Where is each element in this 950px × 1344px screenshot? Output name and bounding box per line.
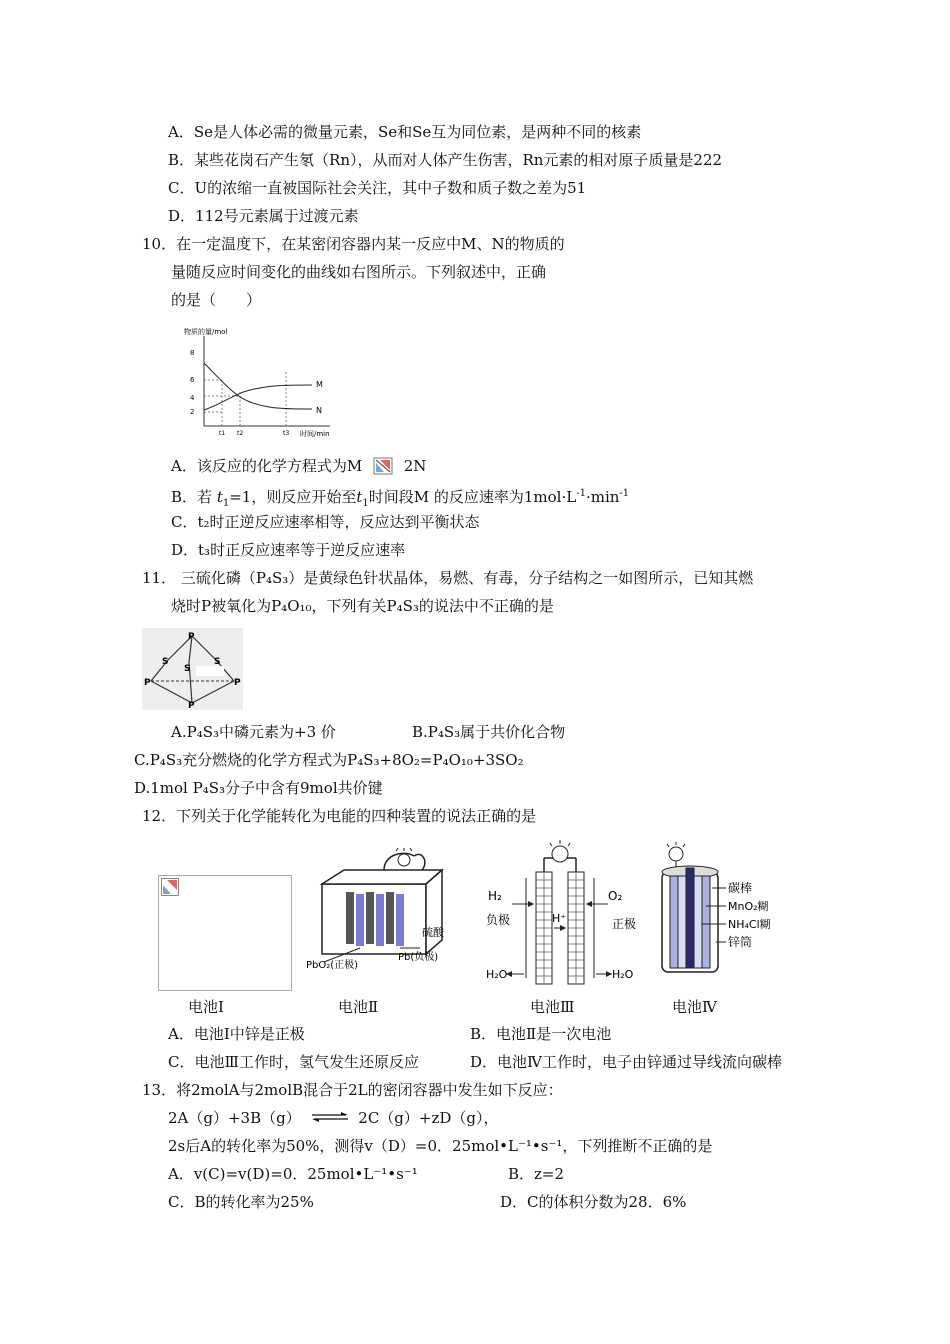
ytick-2: 2 [190,408,195,416]
q13-eq-right: 2C（g）+zD（g）， [358,1109,499,1127]
chart-xlabel: 时间/min [300,430,330,438]
ytick-4: 4 [190,394,195,402]
q10-option-c: C．t₂时正逆反应速率相等，反应达到平衡状态 [171,513,480,531]
q9-option-c: C．U的浓缩一直被国际社会关注，其中子数和质子数之差为51 [168,179,587,197]
q10-stem-line3: 的是（ ） [171,291,262,309]
q13-option-a: A．v(C)=v(D)=0．25mol•L⁻¹•s⁻¹ [168,1165,418,1183]
battery-3-fuel-cell [484,840,644,990]
q9-option-b: B．某些花岗石产生氡（Rn），从而对人体产生伤害，Rn元素的相对原子质量是222 [168,151,723,169]
h2-label: H₂ [488,889,502,903]
q10-b-t-var: t [216,488,223,506]
battery-1-image [158,875,292,991]
pbo2-label: PbO₂(正极) [306,960,359,970]
atom-p-top: P [188,632,195,642]
carbon-rod-label: 碳棒 [728,881,753,895]
ytick-8: 8 [190,349,195,357]
curve-m [204,385,312,410]
battery-2-lead-acid [304,848,464,970]
q10-b-t-sub: 1 [222,498,230,509]
broken-image-icon [161,878,179,896]
pb-label: Pb(负极) [398,952,439,963]
q10-b-min: ·min [585,488,620,506]
atom-p-bottom: P [188,701,195,710]
q10-option-b [171,484,629,514]
q10-b-rate: 时间段M 的反应速率为1mol·L [368,488,577,506]
q10-b-mid: =1，则反应开始至 [229,488,357,506]
chart-ylabel: 物质的量/mol [184,328,228,336]
q13-condition: 2s后A的转化率为50%，测得v（D）=0．25mol•L⁻¹•s⁻¹，下列推断不正确的是 [168,1137,713,1155]
q10-b-prefix: B．若 [171,488,213,506]
q11-stem-line2: 烧时P被氧化为P₄O₁₀，下列有关P₄S₃的说法中不正确的是 [171,597,554,615]
q11-option-a: A.P₄S₃中磷元素为+3 价 [171,723,336,741]
battery-4-label: 电池Ⅳ [672,998,717,1016]
q10-mn-chart [182,326,337,442]
label-m: M [316,380,323,389]
q9-option-a: A．Se是人体必需的微量元素，Se和Se互为同位素，是两种不同的核素 [168,123,642,141]
q11-option-b: B.P₄S₃属于共价化合物 [412,723,566,741]
zinc-can-label: 锌筒 [728,935,753,949]
q10-b-t-sub2: 1 [362,498,369,509]
xtick-t3: t3 [283,430,290,437]
battery-3-label: 电池Ⅲ [530,998,575,1016]
label-n: N [316,406,322,415]
q10-option-d: D．t₃时正反应速率等于逆反应速率 [171,541,406,559]
q10-b-sup2: -1 [619,488,630,499]
q10-b-sup1: -1 [576,488,586,499]
atom-p-left: P [144,678,151,688]
q9-option-d: D．112号元素属于过渡元素 [168,207,359,225]
equilibrium-arrow-icon [310,1111,350,1123]
q12-option-c: C．电池Ⅲ工作时，氢气发生还原反应 [168,1053,419,1071]
q13-eq-left: 2A（g）+3B（g） [168,1109,301,1127]
q11-option-d: D.1mol P₄S₃分子中含有9mol共价键 [134,779,383,797]
q10-a-prefix: A．该反应的化学方程式为M [171,457,363,475]
mno2-label: MnO₂糊 [728,900,769,913]
broken-image-icon [373,457,393,475]
curve-n [204,363,312,409]
q10-b-t-var2: t [356,488,363,506]
nh4cl-label: NH₄Cl糊 [728,918,771,931]
q12-option-b: B．电池Ⅱ是一次电池 [470,1025,612,1043]
q10-a-suffix: 2N [403,457,427,475]
q13-option-b: B．z=2 [508,1165,565,1183]
o2-label: O₂ [608,889,623,903]
battery-1-label: 电池Ⅰ [188,998,224,1016]
xtick-t2: t2 [237,430,244,437]
ytick-6: 6 [190,376,195,384]
atom-s-right: S [214,657,221,667]
q12-stem: 12．下列关于化学能转化为电能的四种装置的说法正确的是 [142,807,537,825]
q10-stem-line1: 10．在一定温度下，在某密闭容器内某一反应中M、N的物质的 [142,235,565,253]
q10-stem-line2: 量随反应时间变化的曲线如右图所示。下列叙述中，正确 [171,263,547,281]
q13-option-c: C．B的转化率为25% [168,1193,314,1211]
q10-option-a [171,456,426,476]
atom-p-right: P [234,678,241,688]
q13-stem: 13．将2molA与2molB混合于2L的密闭容器中发生如下反应： [142,1081,563,1099]
q13-equation [168,1108,499,1128]
xtick-t1: t1 [219,430,226,437]
q11-stem-line1: 11． 三硫化磷（P₄S₃）是黄绿色针状晶体，易燃、有毒，分子结构之一如图所示，已知其燃 [142,569,754,587]
atom-s-left: S [162,657,169,667]
p4s3-molecule-structure [142,628,243,710]
q12-option-a: A．电池Ⅰ中锌是正极 [168,1025,305,1043]
battery-4-dry-cell [656,842,776,982]
h2o-left-label: H₂O [486,968,508,981]
q12-option-d: D．电池Ⅳ工作时，电子由锌通过导线流向碳棒 [470,1053,783,1071]
h2o-right-label: H₂O [612,968,634,981]
q11-option-c: C.P₄S₃充分燃烧的化学方程式为P₄S₃+8O₂=P₄O₁₀+3SO₂ [134,751,524,769]
neg-electrode-label: 负极 [486,913,511,927]
pos-electrode-label: 正极 [612,917,637,931]
acid-label: 硫酸 [422,926,444,939]
atom-s-center: S [184,664,191,674]
h-ion-label: H⁺ [552,912,567,925]
battery-2-label: 电池Ⅱ [338,998,379,1016]
q13-option-d: D．C的体积分数为28．6% [500,1193,687,1211]
